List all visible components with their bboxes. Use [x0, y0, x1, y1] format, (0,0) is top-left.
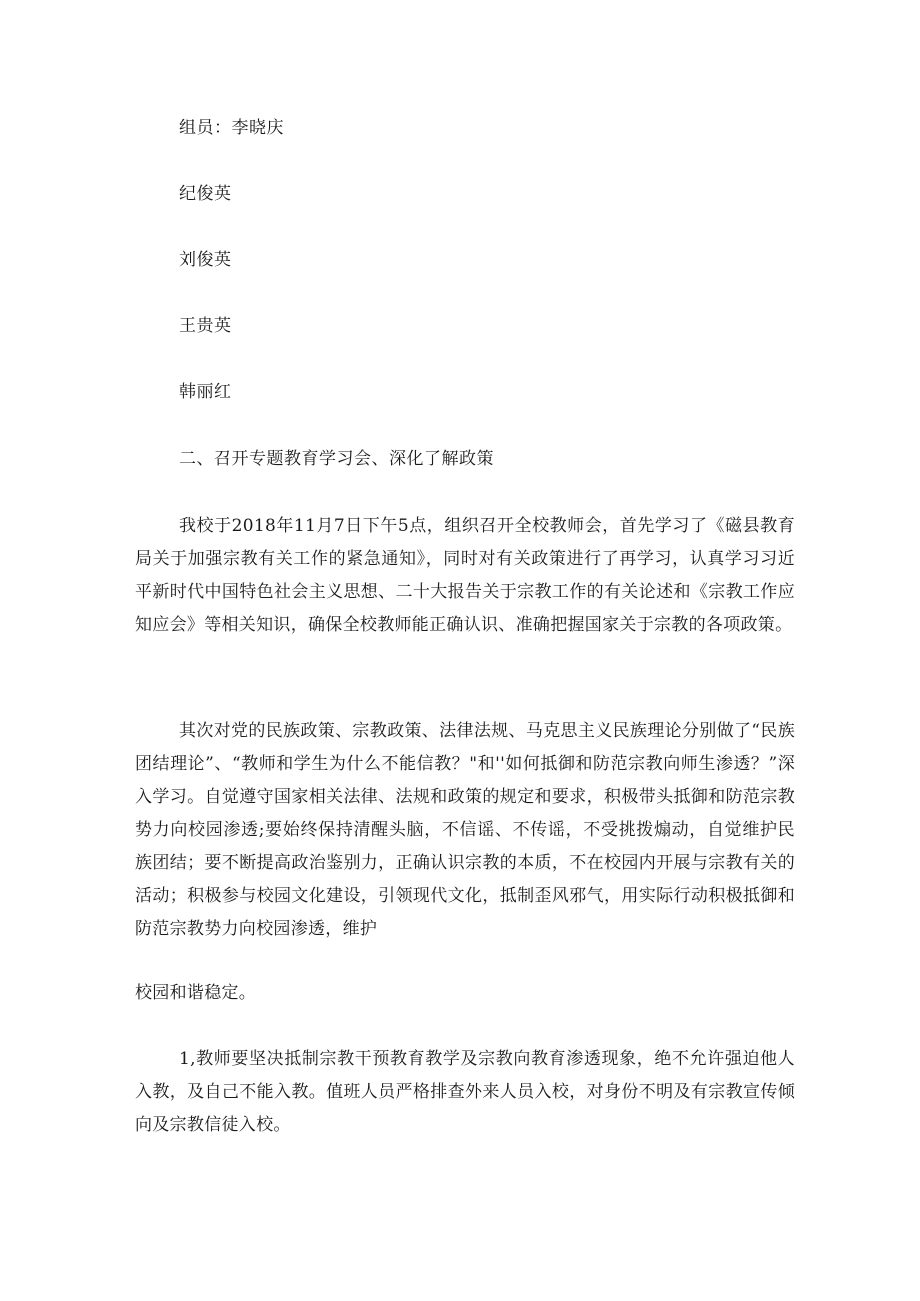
- paragraph-policy-study: 其次对党的民族政策、宗教政策、法律法规、马克思主义民族理论分别做了“民族团结理论”、“教师和学生为什么不能信教？"和''如何抵御和防范宗教向师生渗透？”深入学习。自觉遵守国家相关法律、法规和政策的规定和要求，积极带头抵御和防范宗教势力向校园渗透;要始终保持清醒头脑，不信谣、不传谣，不受挑拨煽动，自觉维护民族团结；要不断提高政治鉴别力，正确认识宗教的本质，不在校园内开展与宗教有关的活动；积极参与校园文化建设，引领现代文化，抵制歪风邪气，用实际行动积极抵御和防范宗教势力向校园渗透，维护: [135, 721, 795, 939]
- member-name: 王贵英: [179, 316, 232, 336]
- paragraph-tail: 校园和谐稳定。: [135, 983, 257, 1003]
- paragraph-study-meeting: 我校于2018年11月7日下午5点，组织召开全校教师会，首先学习了《磁县教育局关于加强宗教有关工作的紧急通知》，同时对有关政策进行了再学习，认真学习习近平新时代中国特色社会主义思想、二十大报告关于宗教工作的有关论述和《宗教工作应知应会》等相关知识，确保全校教师能正确认识、准确把握国家关于宗教的各项政策。: [135, 516, 795, 635]
- member-name: 刘俊英: [179, 250, 232, 270]
- member-name: 韩丽红: [179, 382, 232, 402]
- paragraph-item-1: 1,教师要坚决抵制宗教干预教育教学及宗教向教育渗透现象，绝不允许强迫他人入教，及自己不能入教。值班人员严格排查外来人员入校，对身份不明及有宗教宣传倾向及宗教信徒入校。: [135, 1049, 795, 1135]
- members-label-line: 组员：李晓庆: [179, 118, 284, 138]
- member-name: 纪俊英: [179, 184, 232, 204]
- section-heading: 二、召开专题教育学习会、深化了解政策: [179, 449, 494, 469]
